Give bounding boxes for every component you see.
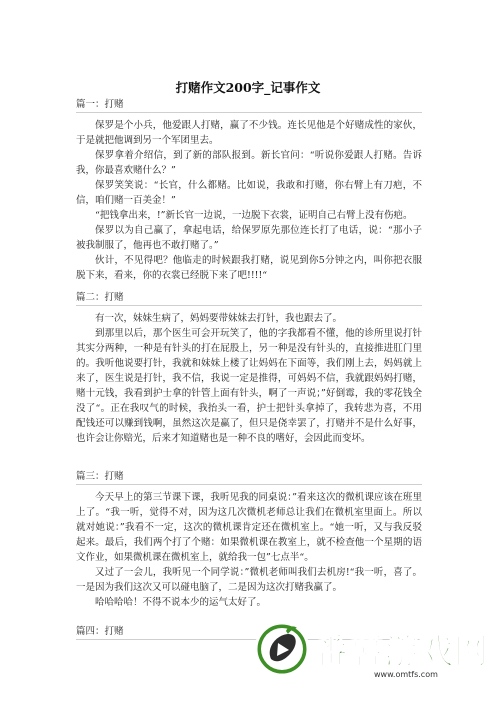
paragraph: 保罗以为自己赢了，拿起电话，给保罗原先那位连长打了电话，说：“那小子被我制服了，他再也不敢打赌了。” xyxy=(76,225,422,251)
paragraph: 有一次，妹妹生病了，妈妈要带妹妹去打针，我也跟去了。 xyxy=(95,313,343,324)
section-heading: 篇二：打赌 xyxy=(76,292,124,303)
paragraph: “把钱拿出来，!”新长官一边说，一边脱下衣裳，证明自己右臂上没有伤疤。 xyxy=(95,210,413,221)
site-url: www.omtfs.com xyxy=(374,670,438,679)
paragraph: 又过了一会儿，我听见一个同学说：”微机老师叫我们去机房!“我一听，喜了。一是因为我们这次又可以碰电脑了，二是因为这次打赌我赢了。 xyxy=(76,567,422,593)
article-section-1 xyxy=(76,98,422,283)
page-title: 打赌作文200字_记事作文 xyxy=(175,80,321,95)
paragraph: 保罗是个小兵，他爱跟人打赌，赢了不少钱。连长见他是个好赌成性的家伙，于是就把他调到另一个军团里去。 xyxy=(76,120,422,146)
paragraph: 保罗拿着介绍信，到了新的部队报到。新长官问：“听说你爱跟人打赌。告诉我，你最喜欢赌什么？” xyxy=(76,150,422,176)
section-heading: 篇四：打赌 xyxy=(76,626,124,637)
section-divider xyxy=(76,484,422,485)
paragraph: 今天早上的第三节课下课，我听见我的同桌说：”看来这次的微机课应该在班里上了。“我一听，觉得不对，因为这几次微机老师总让我们在微机室里面上。所以就对她说：”我看不一定，这次的微机课肯定还在微机室上。“她一听，又与我反驳起来。最后，我们两个打了个赌：如果微机课在教室上，就不检查他一个星期的语文作业，如果微机课在微机室上，就给我一包”七点半“。 xyxy=(76,492,422,563)
section-heading: 篇三：打赌 xyxy=(76,471,124,482)
article-section-2 xyxy=(76,291,422,446)
section-divider xyxy=(76,305,422,306)
paragraph: 到那里以后，那个医生可会开玩笑了，他的字我都看不懂，他的诊所里说打针其实分两种，一种是有针头的打在屁股上，另一种是没有针头的，直接推进肛门里的。我听他说要打针，我就和妹妹上楼了让妈妈在下面等，我们刚上去，妈妈就上来了，医生说是打针，我不信，我说一定是推得，可妈妈不信，我就跟妈妈打赌，赌十元钱，我看到护士拿的针管上面有针头，啊了一声说；”好倒霉，我的零花钱全没了“。正在我叹气的时候，我抬头一看，护士把针头拿掉了，我转悲为喜，不用配钱还可以赚到钱啊，虽然这次是赢了，但只是侥幸罢了，打赌并不是什么好事，也许会让你赔光，后来才知道赌也是一种不良的嗜好，会因此而变坏。 xyxy=(76,328,422,444)
article-section-3 xyxy=(76,470,422,610)
paragraph: 哈哈哈哈！不得不说本少的运气太好了。 xyxy=(95,597,267,608)
sweet-potato-logo-icon xyxy=(252,618,312,678)
site-watermark xyxy=(252,610,492,700)
paragraph: 保罗笑笑说：“长官，什么都赌。比如说，我敢和打赌，你右臂上有刀疤，不信，咱们赌一百美金！” xyxy=(76,180,422,206)
section-heading: 篇一：打赌 xyxy=(76,99,124,110)
section-divider xyxy=(76,112,422,113)
site-name: 番薯游戏网 xyxy=(314,632,489,672)
paragraph: 伙计，不见得吧？他临走的时候跟我打赌，说见到你5分钟之内，叫你把衣服脱下来，看来，你的衣裳已经脱下来了吧!!!!“ xyxy=(76,255,422,281)
